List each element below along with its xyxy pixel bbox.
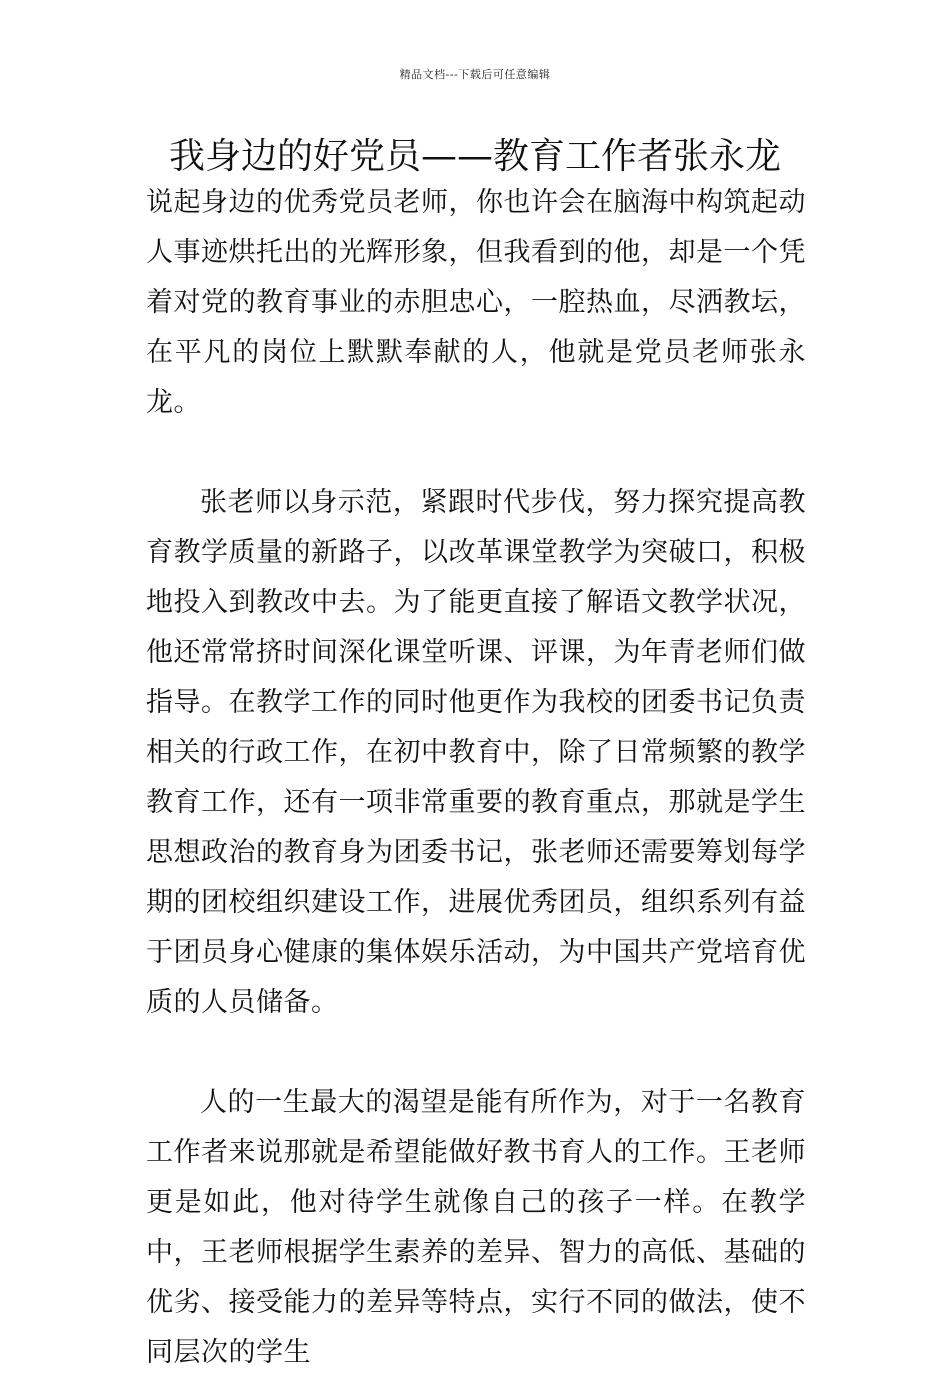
header-note: 精品文档---下载后可任意编辑 <box>399 68 551 81</box>
paragraph-student-care: 人的一生最大的渴望是能有所作为，对于一名教育工作者来说那就是希望能做好教书育人的工作。王老师更是如此，他对待学生就像自己的孩子一样。在教学中，王老师根据学生素养的差异、智力的高低、基础的优劣、接受能力的差异等特点，实行不同的做法，使不同层次的学生 <box>146 1087 806 1368</box>
document-body <box>146 178 806 1378</box>
document-title: 我身边的好党员——教育工作者张永龙 <box>168 136 781 177</box>
paragraph-teaching-reform: 张老师以身示范，紧跟时代步伐，努力探究提高教育教学质量的新路子，以改革课堂教学为突破口，积极地投入到教改中去。为了能更直接了解语文教学状况，他还常常挤时间深化课堂听课、评课，为年青老师们做指导。在教学工作的同时他更作为我校的团委书记负责相关的行政工作，在初中教育中，除了日常频繁的教学教育工作，还有一项非常重要的教育重点，那就是学生思想政治的教育身为团委书记，张老师还需要筹划每学期的团校组织建设工作，进展优秀团员，组织系列有益于团员身心健康的集体娱乐活动，为中国共产党培育优质的人员储备。 <box>146 487 806 1018</box>
paragraph-intro: 说起身边的优秀党员老师，你也许会在脑海中构筑起动人事迹烘托出的光辉形象，但我看到的他，却是一个凭着对党的教育事业的赤胆忠心，一腔热血，尽洒教坛，在平凡的岗位上默默奉献的人，他就是党员老师张永龙。 <box>146 187 806 418</box>
